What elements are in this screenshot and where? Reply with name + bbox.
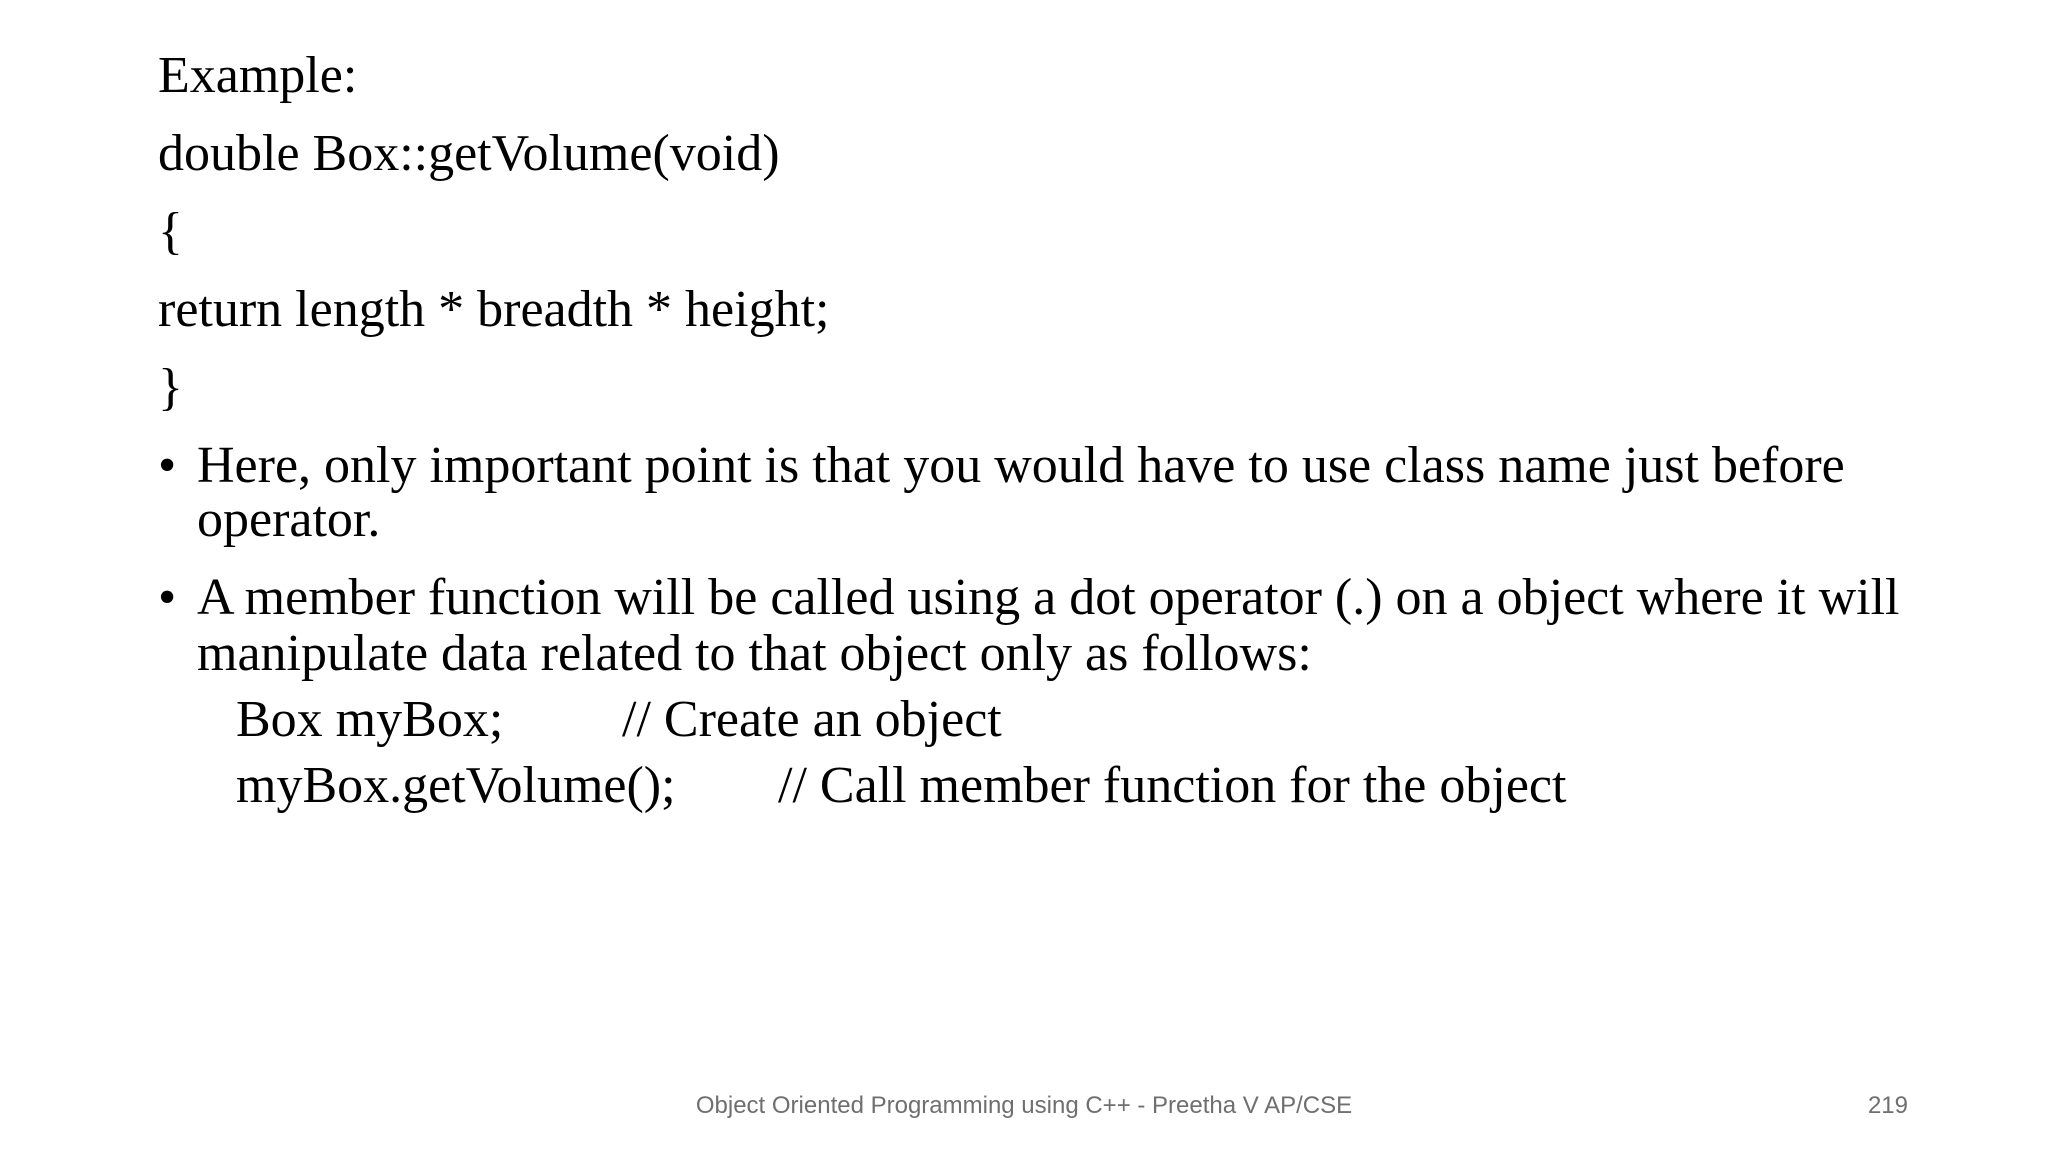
example-1-code: Box myBox; — [236, 691, 504, 748]
bullet-1-line-2: operator. — [197, 491, 381, 548]
close-brace: } — [158, 359, 183, 416]
example-2-code: myBox.getVolume(); — [236, 757, 676, 814]
footer-text: Object Oriented Programming using C++ - Preetha V AP/CSE — [695, 1092, 1353, 1119]
example-2-comment: // Call member function for the object — [778, 757, 1567, 814]
function-body: return length * breadth * height; — [158, 281, 830, 338]
bullet-1-marker: • — [158, 437, 177, 494]
bullet-2-marker: • — [158, 569, 177, 626]
function-signature: double Box::getVolume(void) — [158, 125, 780, 182]
example-label: Example: — [158, 47, 358, 104]
bullet-2-line-2: manipulate data related to that object only as follows: — [197, 625, 1312, 682]
bullet-1-line-1: Here, only important point is that you would have to use class name just before — [197, 437, 1845, 494]
open-brace: { — [158, 203, 183, 260]
page-number: 219 — [1867, 1092, 1908, 1119]
bullet-2-line-1: A member function will be called using a dot operator (.) on a object where it will — [197, 569, 1900, 626]
example-1-comment: // Create an object — [622, 691, 1002, 748]
